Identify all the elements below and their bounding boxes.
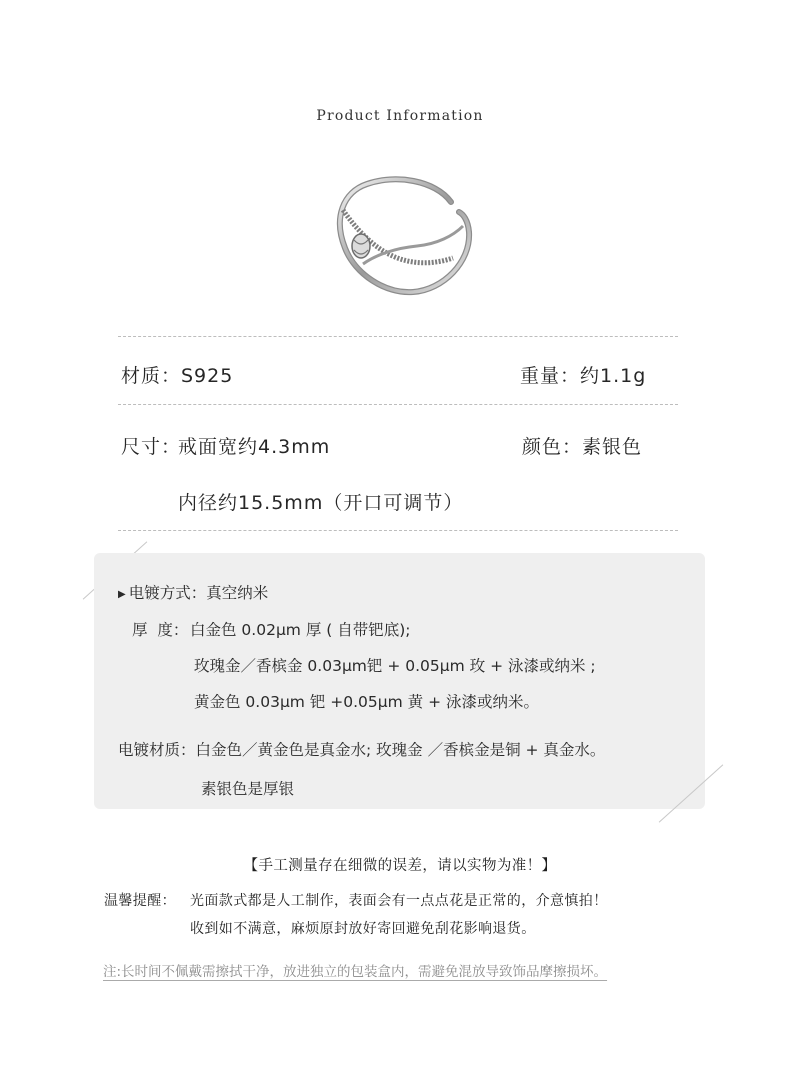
page-title: Product Information <box>316 108 484 124</box>
thickness-line-2: 玫瑰金／香槟金 0.03μm钯 + 0.05μm 玫 + 泳漆或纳米 ; <box>194 657 596 675</box>
plating-material-line-2: 素银色是厚银 <box>201 780 295 798</box>
triangle-bullet-icon: ▶ <box>118 589 126 600</box>
size-label: 尺寸： <box>121 436 182 458</box>
thickness-label: 厚 度： <box>132 621 189 639</box>
thickness-line-3: 黄金色 0.03μm 钯 +0.05μm 黄 + 泳漆或纳米。 <box>194 693 539 711</box>
ring-product-image <box>325 166 481 300</box>
thickness-line-1: 白金色 0.02μm 厚 ( 自带钯底); <box>190 621 411 639</box>
divider <box>118 530 678 531</box>
reminder-line-1: 光面款式都是人工制作，表面会有一点点花是正常的，介意慎拍！ <box>190 893 608 909</box>
care-footer-note: 注:长时间不佩戴需擦拭干净，放进独立的包装盒内，需避免混放导致饰品摩擦损坏。 <box>103 964 608 980</box>
handmade-notice: 【手工测量存在细微的误差，请以实物为准！】 <box>243 858 557 874</box>
material-spec: 材质：S925 <box>121 365 234 387</box>
weight-spec: 重量：约1.1g <box>520 365 647 387</box>
divider <box>118 336 678 337</box>
divider <box>118 404 678 405</box>
plating-method-text: 电镀方式：真空纳米 <box>128 584 269 602</box>
size-diameter-spec: 内径约15.5mm（开口可调节） <box>178 492 464 514</box>
plating-method <box>118 581 268 603</box>
size-width-spec: 戒面宽约4.3mm <box>178 436 331 458</box>
plating-material-line-1: 电镀材质：白金色／黄金色是真金水; 玫瑰金 ／香槟金是铜 + 真金水。 <box>118 741 606 759</box>
reminder-line-2: 收到如不满意，麻烦原封放好寄回避免刮花影响退货。 <box>190 921 536 937</box>
color-spec: 颜色：素银色 <box>522 436 643 458</box>
reminder-label: 温馨提醒： <box>104 893 176 909</box>
